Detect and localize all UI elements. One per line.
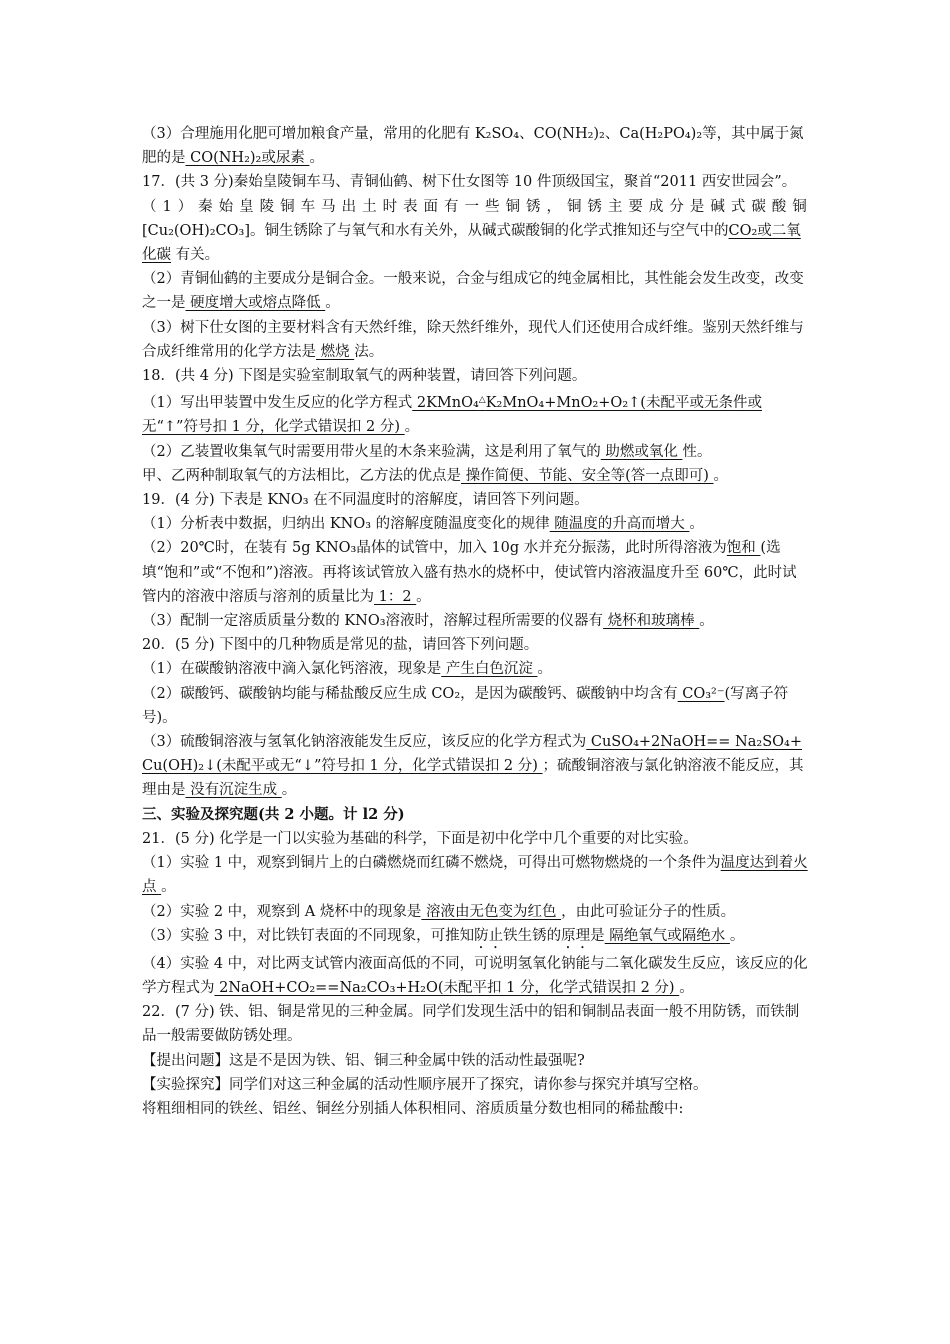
answer-blank: 温度达到着火点 xyxy=(142,855,808,896)
answer-blank: 2KMnO₄△K₂MnO₄+MnO₂+O₂↑(未配平或无条件或无“↑”符号扣 1 分，化学式错误扣 2 分) xyxy=(142,395,762,436)
answer-blank: 硬度增大或熔点降低 xyxy=(185,295,326,312)
q21-part1: （1）实验 1 中，观察到铜片上的白磷燃烧而红磷不燃烧，可得出可燃物燃烧的一个条件为温度达到着火点 。 xyxy=(142,855,808,896)
q21-part2: （2）实验 2 中，观察到 A 烧杯中的现象是 溶液由无色变为红色 ，由此可验证分子的性质。 xyxy=(142,903,736,920)
q18-part1: （1）写出甲装置中发生反应的化学方程式 2KMnO₄△K₂MnO₄+MnO₂+O₂↑(未配平或无条件或无“↑”符号扣 1 分，化学式错误扣 2 分) 。 xyxy=(142,395,762,436)
q17-part3: （3）树下仕女图的主要材料含有天然纤维，除天然纤维外，现代人们还使用合成纤维。鉴别天然纤维与合成纤维常用的化学方法是 燃烧 法。 xyxy=(142,319,804,360)
q20-heading: 20．(5 分) 下图中的几种物质是常见的盐，请回答下列问题。 xyxy=(142,637,539,654)
answer-blank: 操作简便、节能、安全等(答一点即可) xyxy=(461,467,714,484)
q22-heading: 22．(7 分) 铁、铝、铜是常见的三种金属。同学们发现生活中的铝和铜制品表面一般不用防锈，而铁制品一般需要做防锈处理。 xyxy=(142,1004,800,1045)
q19-heading: 19．(4 分) 下表是 KNO₃ 在不同温度时的溶解度，请回答下列问题。 xyxy=(142,492,589,509)
q17-part2: （2）青铜仙鹤的主要成分是铜合金。一般来说，合金与组成它的纯金属相比，其性能会发生改变，改变之一是 硬度增大或熔点降低 。 xyxy=(142,271,804,312)
answer-blank: 2NaOH+CO₂==Na₂CO₃+H₂O(未配平扣 1 分，化学式错误扣 2 分) xyxy=(214,979,680,996)
q21-heading: 21．(5 分) 化学是一门以实验为基础的科学，下面是初中化学中几个重要的对比实验。 xyxy=(142,830,698,847)
answer-blank: 产生白色沉淀 xyxy=(441,661,538,678)
q20-part3: （3）硫酸铜溶液与氢氧化钠溶液能发生反应，该反应的化学方程式为 CuSO₄+2NaOH== Na₂SO₄+Cu(OH)₂↓(未配平或无“↓”符号扣 1 分，化学式错误扣 2 分) ；硫酸铜溶液与氯化钠溶液不能反应，其理由是 没有沉淀生成 。 xyxy=(142,734,804,799)
answer-blank: CuSO₄+2NaOH== Na₂SO₄+Cu(OH)₂↓(未配平或无“↓”符号扣 1 分，化学式错误扣 2 分) xyxy=(142,734,802,775)
answer-blank: CO₂或二氧化碳 xyxy=(142,222,801,264)
answer-blank: 燃烧 xyxy=(316,343,355,360)
heat-condition-symbol: △ xyxy=(478,395,486,406)
q20-part2: （2）碳酸钙、碳酸钠均能与稀盐酸反应生成 CO₂，是因为碳酸钙、碳酸钠中均含有 CO₃²⁻(写离子符号)。 xyxy=(142,685,789,726)
q22-procedure: 将粗细相同的铁丝、铝丝、铜丝分别插人体积相同、溶质质量分数也相同的稀盐酸中: xyxy=(142,1100,684,1117)
emphasis-text: 防止 xyxy=(474,927,504,944)
q16-part3: （3）合理施用化肥可增加粮食产量，常用的化肥有 K₂SO₄、CO(NH₂)₂、Ca(H₂PO₄)₂等，其中属于氮肥的是 CO(NH₂)₂或尿素 。 xyxy=(142,126,804,167)
q19-part3: （3）配制一定溶质质量分数的 KNO₃溶液时，溶解过程所需要的仪器有 烧杯和玻璃棒 。 xyxy=(142,613,714,630)
q17-part1: [Cu₂(OH)₂CO₃]。铜生锈除了与氧气和水有关外，从碱式碳酸铜的化学式推知还与空气中的CO₂或二氧化碳 有关。 xyxy=(142,222,801,264)
q19-part1: （1）分析表中数据，归纳出 KNO₃ 的溶解度随温度变化的规律 随温度的升高而增大 。 xyxy=(142,516,704,533)
answer-blank: 隔绝氧气或隔绝水 xyxy=(604,927,730,944)
answer-blank: 助燃或氧化 xyxy=(600,443,683,460)
q21-part3: （3）实验 3 中，对比铁钉表面的不同现象，可推知防止铁生锈的原理是 隔绝氧气或隔绝水 。 xyxy=(142,927,745,944)
q18-part2: （2）乙装置收集氧气时需要用带火星的木条来验满，这是利用了氧气的 助燃或氧化 性。 xyxy=(142,443,712,460)
answer-blank: 饱和 xyxy=(726,540,761,557)
emphasis-text: 原理 xyxy=(561,927,591,944)
answer-blank: 没有沉淀生成 xyxy=(185,782,282,799)
q18-heading: 18．(共 4 分) 下图是实验室制取氧气的两种装置，请回答下列问题。 xyxy=(142,368,587,385)
q19-part2: （2）20℃时，在装有 5g KNO₃晶体的试管中，加入 10g 水并充分振荡，此时所得溶液为饱和 (选填“饱和”或“不饱和”)溶液。再将该试管放入盛有热水的烧杯中，使试管内溶液温度升至 60℃，此时试管内的溶液中溶质与溶剂的质量比为 1：2 。 xyxy=(142,540,797,605)
q17-part1-line1: （1）秦始皇陵铜车马出土时表面有一些铜锈，铜锈主要成分是碱式碳酸铜 xyxy=(142,198,810,215)
q17-heading: 17．(共 3 分)秦始皇陵铜车马、青铜仙鹤、树下仕女图等 10 件顶级国宝，聚首“2011 西安世园会”。 xyxy=(142,174,797,191)
section-heading: 三、实验及探究题(共 2 小题。计 l2 分) xyxy=(142,805,405,823)
answer-blank: 烧杯和玻璃棒 xyxy=(603,613,700,630)
q20-part1: （1）在碳酸钠溶液中滴入氯化钙溶液，现象是 产生白色沉淀 。 xyxy=(142,661,552,678)
q21-part4: （4）实验 4 中，对比两支试管内液面高低的不同，可说明氢氧化钠能与二氧化碳发生反应，该反应的化学方程式为 2NaOH+CO₂==Na₂CO₃+H₂O(未配平扣 1 分，化学式错误扣 2 分) 。 xyxy=(142,955,808,996)
document-page xyxy=(142,122,810,1121)
answer-blank: 溶液由无色变为红色 xyxy=(421,903,562,920)
answer-blank: 随温度的升高而增大 xyxy=(549,516,690,533)
q22-question: 【提出问题】这是不是因为铁、铝、铜三种金属中铁的活动性最强呢? xyxy=(142,1052,585,1069)
answer-blank: CO₃²⁻ xyxy=(677,685,725,702)
q22-experiment: 【实验探究】同学们对这三种金属的活动性顺序展开了探究，请你参与探究并填写空格。 xyxy=(142,1076,708,1093)
answer-blank: 1：2 xyxy=(374,588,417,605)
q18-part3: 甲、乙两种制取氧气的方法相比，乙方法的优点是 操作简便、节能、安全等(答一点即可) 。 xyxy=(142,467,729,484)
answer-blank: CO(NH₂)₂或尿素 xyxy=(185,150,310,167)
